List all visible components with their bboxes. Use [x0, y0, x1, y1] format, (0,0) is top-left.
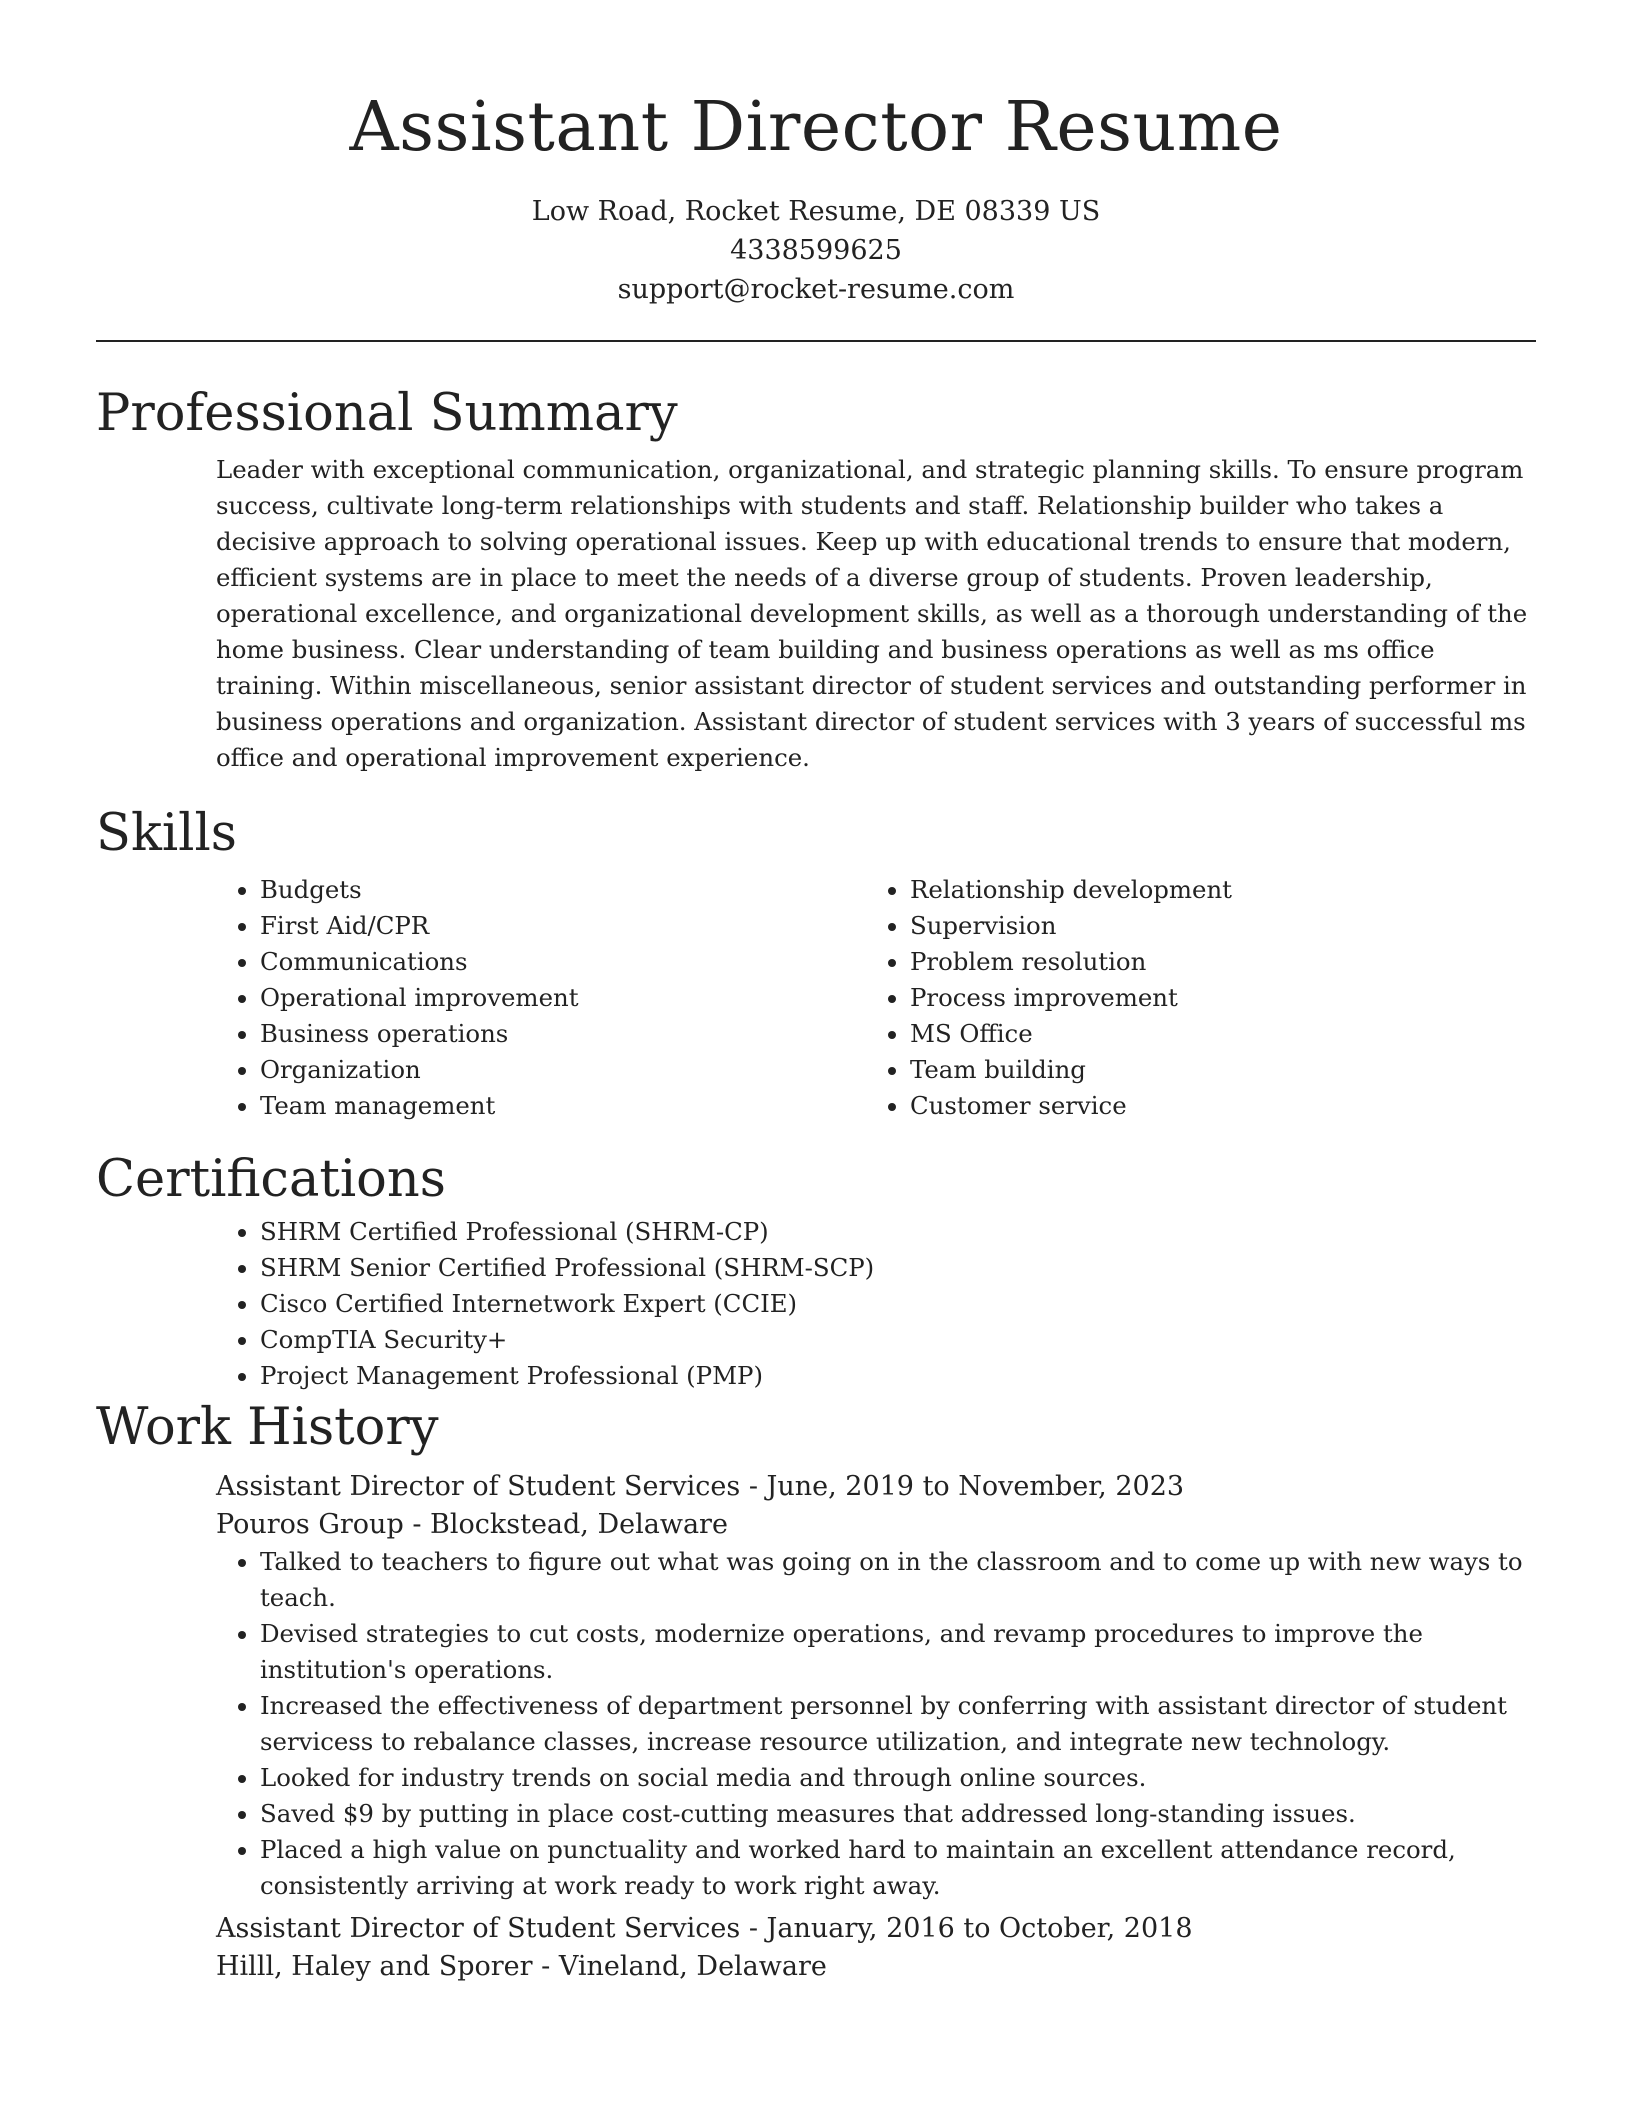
skill-item: • Relationship development — [910, 872, 1516, 908]
job-duty-item: • Looked for industry trends on social media and through online sources. — [260, 1760, 1536, 1796]
work-history-heading: Work History — [96, 1398, 439, 1457]
job-duty-item: • Increased the effectiveness of department personnel by conferring with assistant director of student servicess to rebalance classes, increase resource utilization, and integrate new technology. — [260, 1688, 1536, 1760]
job-entry — [216, 1468, 1536, 1904]
summary-heading: Professional Summary — [96, 384, 678, 443]
resume-content — [96, 380, 1536, 1986]
skills-column-left — [216, 872, 866, 1124]
certifications-list — [216, 1214, 1536, 1394]
skills-column-right — [866, 872, 1516, 1124]
skill-item: • Supervision — [910, 908, 1516, 944]
skill-item: • Budgets — [260, 872, 866, 908]
skill-item: • Problem resolution — [910, 944, 1516, 980]
certifications-heading: Certifications — [96, 1150, 446, 1209]
job-location: Vineland, Delaware — [558, 1951, 827, 1982]
job-company-line: Pouros Group - Blockstead, Delaware — [216, 1509, 728, 1540]
job-location: Blockstead, Delaware — [430, 1509, 728, 1540]
skill-item: • MS Office — [910, 1016, 1516, 1052]
certification-item: • SHRM Certified Professional (SHRM-CP) — [260, 1214, 1536, 1250]
job-duty-item: • Placed a high value on punctuality and worked hard to maintain an excellent attendance record, consistently arriving at work ready to work right away. — [260, 1832, 1536, 1904]
skill-item: • Operational improvement — [260, 980, 866, 1016]
skill-item: • Team management — [260, 1088, 866, 1124]
job-duty-item: • Talked to teachers to figure out what was going on in the classroom and to come up with new ways to teach. — [260, 1544, 1536, 1616]
contact-address: Low Road, Rocket Resume, DE 08339 US — [531, 196, 1101, 227]
skill-item: • First Aid/CPR — [260, 908, 866, 944]
job-duty-item: • Devised strategies to cut costs, modernize operations, and revamp procedures to improve the institution's operations. — [260, 1616, 1536, 1688]
job-dates: January, 2016 to October, 2018 — [766, 1913, 1193, 1944]
header-divider — [96, 340, 1536, 342]
skill-item: • Business operations — [260, 1016, 866, 1052]
job-title-line: Assistant Director of Student Services - January, 2016 to October, 2018 — [216, 1913, 1193, 1944]
job-title-line: Assistant Director of Student Services - June, 2019 to November, 2023 — [216, 1471, 1185, 1502]
job-dates: June, 2019 to November, 2023 — [766, 1471, 1185, 1502]
skill-item: • Organization — [260, 1052, 866, 1088]
certification-item: • CompTIA Security+ — [260, 1322, 1536, 1358]
job-company-line: Hilll, Haley and Sporer - Vineland, Delaware — [216, 1951, 827, 1982]
skills-list — [216, 872, 1536, 1124]
skill-item: • Customer service — [910, 1088, 1516, 1124]
job-duties-list — [216, 1544, 1536, 1904]
job-entry — [216, 1910, 1536, 1986]
job-duty-item: • Saved $9 by putting in place cost-cutting measures that addressed long-standing issues. — [260, 1796, 1536, 1832]
skill-item: • Team building — [910, 1052, 1516, 1088]
skills-heading: Skills — [96, 804, 237, 863]
resume-title: Assistant Director Resume — [349, 88, 1283, 167]
job-title: Assistant Director of Student Services — [216, 1913, 741, 1944]
job-company: Hilll, Haley and Sporer — [216, 1951, 533, 1982]
certification-item: • SHRM Senior Certified Professional (SHRM-SCP) — [260, 1250, 1536, 1286]
resume-header — [0, 0, 1632, 309]
skill-item: • Communications — [260, 944, 866, 980]
job-title: Assistant Director of Student Services — [216, 1471, 741, 1502]
skill-item: • Process improvement — [910, 980, 1516, 1016]
certification-item: • Project Management Professional (PMP) — [260, 1358, 1536, 1394]
contact-email: support@rocket-resume.com — [617, 274, 1015, 305]
certification-item: • Cisco Certified Internetwork Expert (CCIE) — [260, 1286, 1536, 1322]
job-company: Pouros Group — [216, 1509, 404, 1540]
contact-phone: 4338599625 — [730, 235, 902, 266]
summary-text: Leader with exceptional communication, organizational, and strategic planning skills. To ensure program success, cultivate long-term relationships with students and staff. Relationship builder who takes a decisive approach to solving operational issues. Keep up with educational trends to ensure that modern, efficient systems are in place to meet the needs of a diverse group of students. Proven leadership, operational excellence, and organizational development skills, as well as a thorough understanding of the home business. Clear understanding of team building and business operations as well as ms office training. Within miscellaneous, senior assistant director of student services and outstanding performer in business operations and organization. Assistant director of student services with 3 years of successful ms office and operational improvement experience. — [216, 455, 1528, 772]
